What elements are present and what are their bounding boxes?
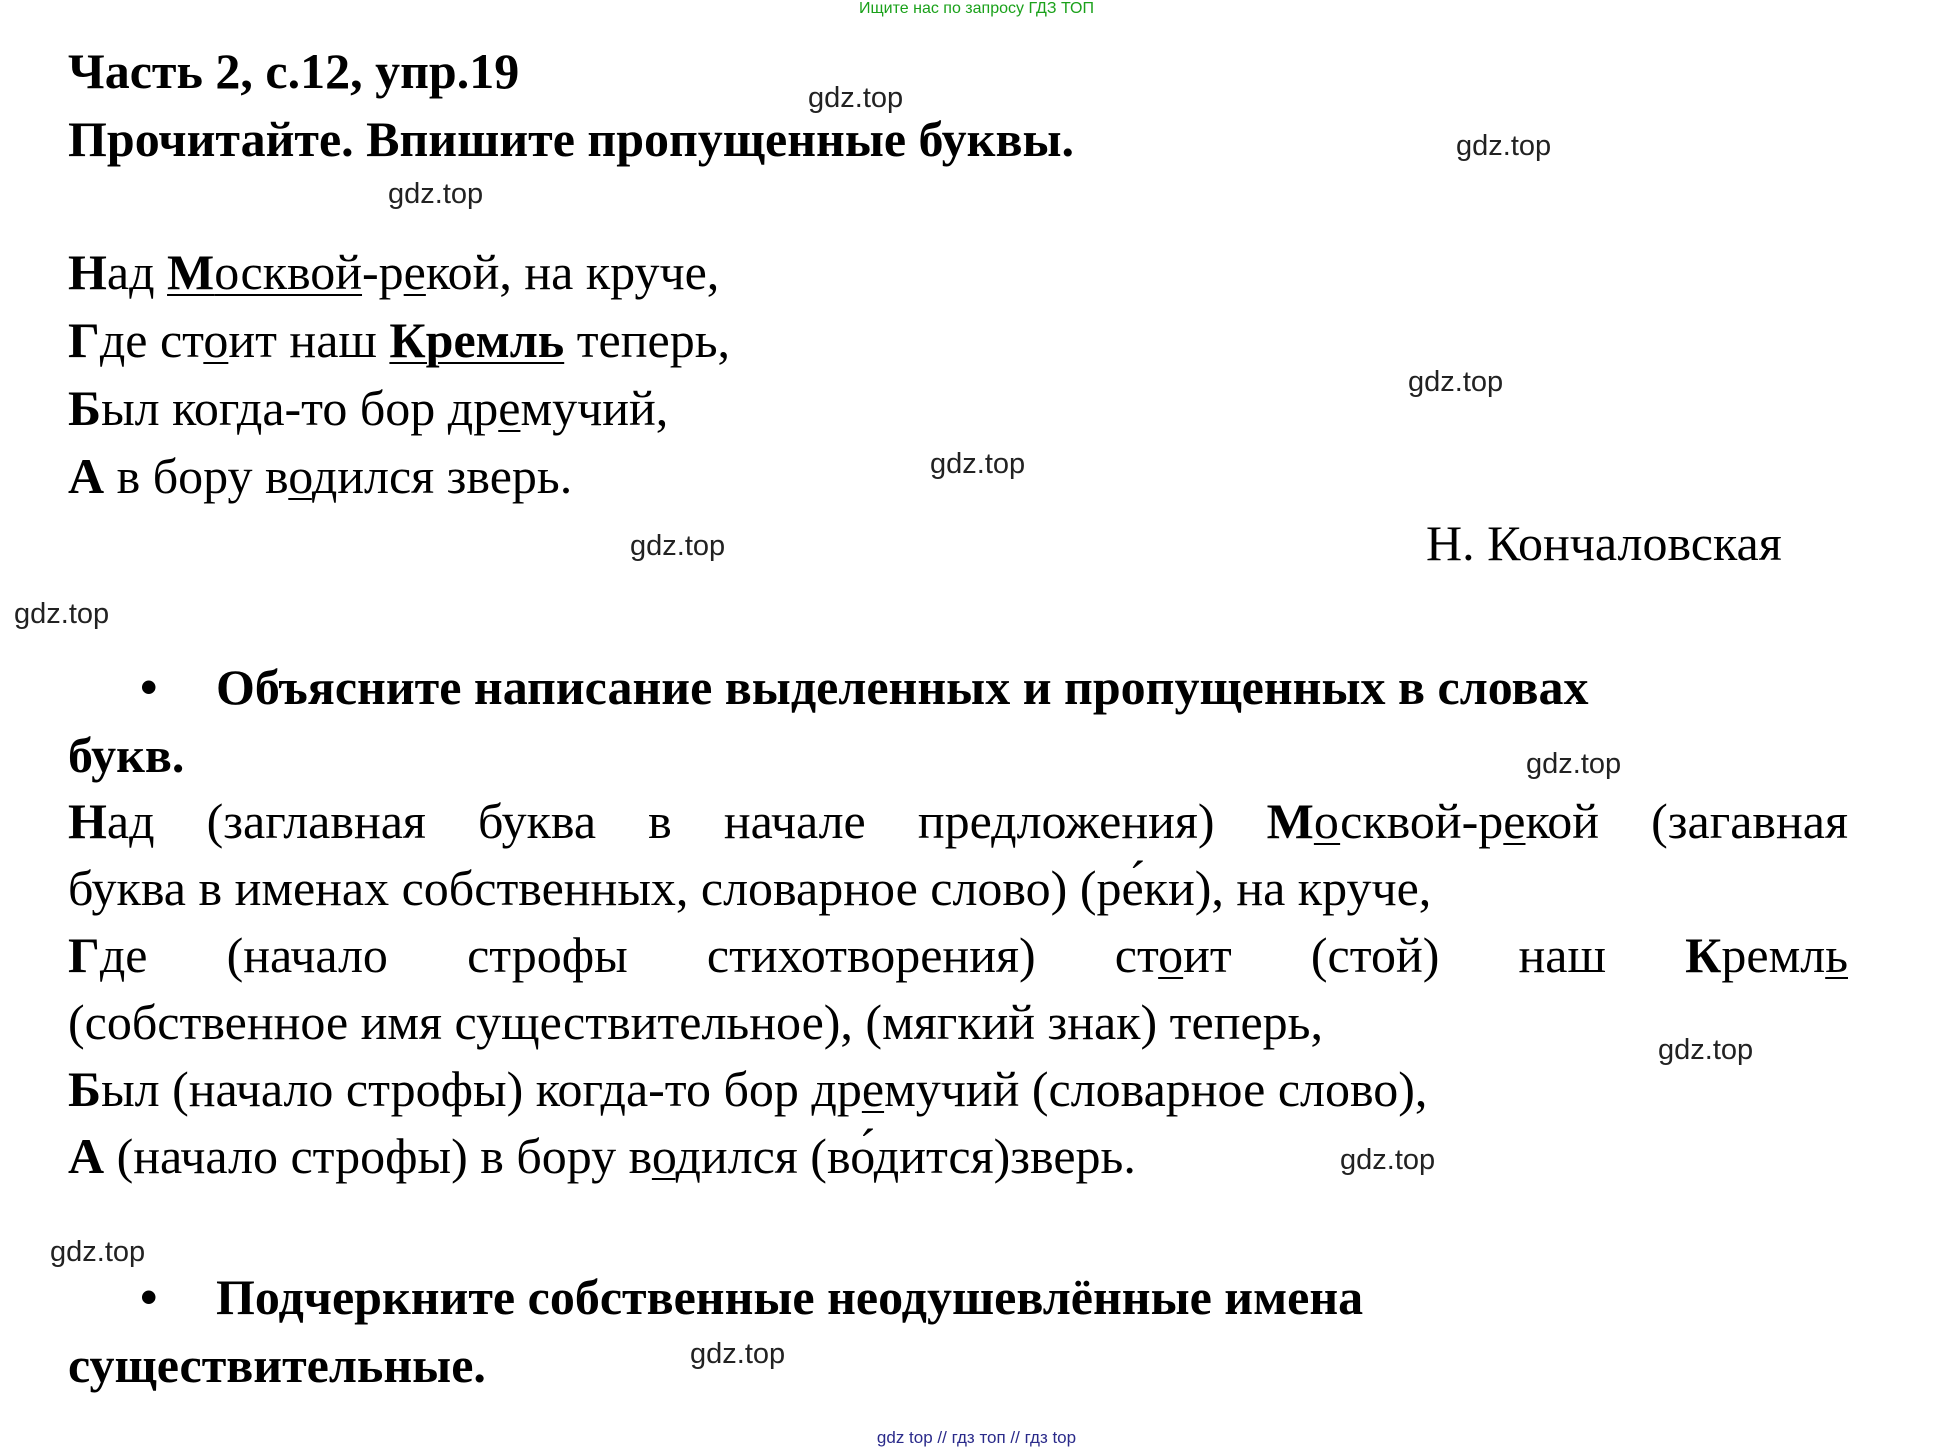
watermark: gdz.top <box>1408 366 1504 398</box>
page-title: Часть 2, с.12, упр.19 <box>68 43 520 99</box>
question-2-continued: существительные. <box>68 1337 486 1393</box>
watermark: gdz.top <box>14 598 110 630</box>
answer-line-4: (собственное имя существительное), (мягкий знак) теперь, <box>68 994 1323 1050</box>
watermark: gdz.top <box>930 448 1026 480</box>
task-instruction: Прочитайте. Впишите пропущенные буквы. <box>68 111 1075 167</box>
watermark: gdz.top <box>630 530 726 562</box>
answer-line-2: буква в именах собственных, словарное слово) (ре́ки), на круче, <box>68 860 1432 916</box>
watermark: gdz.top <box>1456 130 1552 162</box>
watermark: gdz.top <box>50 1236 146 1268</box>
bottom-banner: gdz top // гдз топ // гдз top <box>876 1428 1077 1447</box>
watermark: gdz.top <box>1526 748 1622 780</box>
question-1: Объясните написание выделенных и пропущенных в словах <box>216 659 1589 715</box>
watermark: gdz.top <box>1340 1144 1436 1176</box>
answer-line-6: А (начало строфы) в бору водился (во́дится)зверь. <box>68 1128 1136 1184</box>
answer-line-5: Был (начало строфы) когда-то бор дремучий (словарное слово), <box>68 1061 1428 1117</box>
poem-line-3: Был когда-то бор дремучий, <box>68 380 669 436</box>
answer-line-1: Над (заглавная буква в начале предложения) Москвой-рекой (загавная <box>68 793 1848 849</box>
poem-line-1: Над Москвой-рекой, на круче, <box>68 244 720 300</box>
poem-line-4: А в бору водился зверь. <box>68 448 573 504</box>
kreml-middle: ремл <box>1721 927 1826 983</box>
bullet-2: • <box>140 1269 158 1325</box>
watermark: gdz.top <box>690 1338 786 1370</box>
watermark: gdz.top <box>1658 1034 1754 1066</box>
answer-line-3: Где (начало строфы стихотворения) стоит (стой) наш Кремль <box>68 927 1848 983</box>
poem-line-2: Где стоит наш Кремль теперь, <box>68 312 730 368</box>
watermark: gdz.top <box>388 178 484 210</box>
question-2: Подчеркните собственные неодушевлённые имена <box>216 1269 1364 1325</box>
question-1-continued: букв. <box>68 727 185 783</box>
top-banner: Ищите нас по запросу ГДЗ ТОП <box>859 0 1094 17</box>
poem-author: Н. Кончаловская <box>1426 515 1782 571</box>
bullet-1: • <box>140 659 158 715</box>
watermark: gdz.top <box>808 82 904 114</box>
